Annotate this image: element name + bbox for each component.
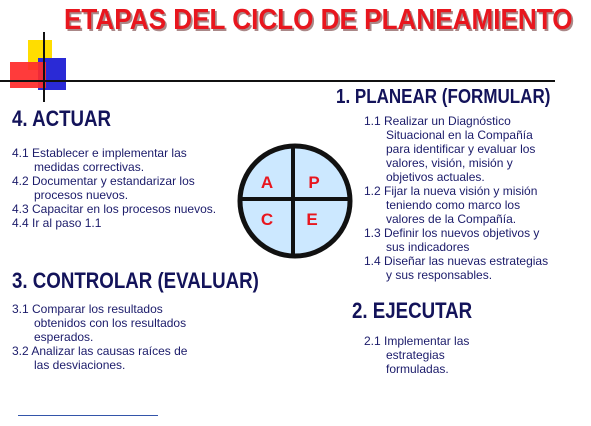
planear-line: objetivos actuales. <box>386 170 485 184</box>
actuar-line: medidas correctivas. <box>34 160 145 174</box>
pdca-letter-c: C <box>260 210 274 229</box>
actuar-line: 4.2 Documentar y estandarizar los <box>12 174 195 188</box>
footer-line <box>18 415 158 416</box>
list-controlar <box>12 302 187 372</box>
actuar-line: 4.4 Ir al paso 1.1 <box>12 216 102 230</box>
planear-line: Situacional en la Compañía <box>386 128 533 142</box>
controlar-line: 3.2 Analizar las causas raíces de <box>12 344 188 358</box>
pdca-letter-a: A <box>260 173 274 192</box>
actuar-line: 4.1 Establecer e implementar las <box>12 146 187 160</box>
planear-line: valores, visión, misión y <box>386 156 513 170</box>
title-underline <box>0 80 555 82</box>
controlar-line: obtenidos con los resultados <box>34 316 187 330</box>
page-title: ETAPAS DEL CICLO DE PLANEAMIENTO <box>64 4 573 36</box>
actuar-line: 4.3 Capacitar en los procesos nuevos. <box>12 202 217 216</box>
planear-line: valores de la Compañía. <box>386 212 517 226</box>
list-ejecutar <box>364 334 469 376</box>
ejecutar-line: estrategias <box>386 348 445 362</box>
planear-line: 1.2 Fijar la nueva visión y misión <box>364 184 538 198</box>
planear-line: 1.3 Definir los nuevos objetivos y <box>364 226 540 240</box>
planear-line: teniendo como marco los <box>386 198 521 212</box>
heading-controlar: 3. CONTROLAR (EVALUAR) <box>12 268 259 293</box>
pdca-letter-e: E <box>306 210 318 229</box>
ejecutar-line: formuladas. <box>386 362 449 376</box>
heading-planear: 1. PLANEAR (FORMULAR) <box>336 86 551 108</box>
heading-ejecutar: 2. EJECUTAR <box>352 298 473 323</box>
heading-actuar: 4. ACTUAR <box>12 106 112 131</box>
ejecutar-line: 2.1 Implementar las <box>364 334 470 348</box>
list-planear <box>364 114 548 282</box>
actuar-line: procesos nuevos. <box>34 188 129 202</box>
controlar-line: 3.1 Comparar los resultados <box>12 302 163 316</box>
list-actuar <box>12 146 216 230</box>
pdca-letter-p: P <box>308 173 320 192</box>
planear-line: y sus responsables. <box>386 268 493 282</box>
planear-line: 1.1 Realizar un Diagnóstico <box>364 114 511 128</box>
decor-red-square <box>10 62 46 88</box>
planear-line: para identificar y evaluar los <box>386 142 536 156</box>
planear-line: sus indicadores <box>386 240 470 254</box>
planear-line: 1.4 Diseñar las nuevas estrategias <box>364 254 549 268</box>
controlar-line: las desviaciones. <box>34 358 126 372</box>
decor-vertical-line <box>43 32 45 102</box>
pdca-cycle-diagram <box>236 142 356 260</box>
controlar-line: esperados. <box>34 330 94 344</box>
